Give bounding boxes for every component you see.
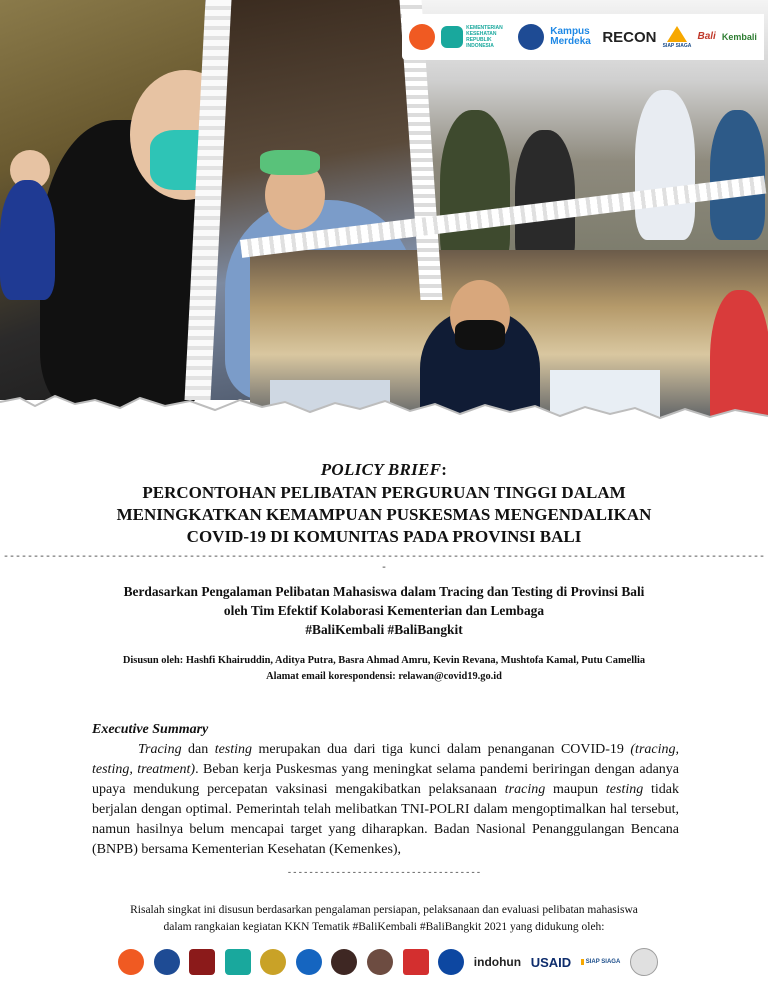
- partner-logos-top: [402, 14, 764, 60]
- supporter-logos: [118, 942, 658, 982]
- gold-seal-logo-icon: [260, 949, 286, 975]
- policy-brief-colon: :: [441, 460, 448, 479]
- soldier-silhouette: [440, 110, 510, 270]
- bnpb-logo-icon: [409, 24, 435, 50]
- text: . Beban kerja Puskesmas yang meningkat selama pandemi beriringan dengan adanya upaya mendukung percepatan vaksinasi mengakibatkan pelaksanaan: [92, 762, 679, 797]
- round-seal-logo-icon: [630, 948, 658, 976]
- document-subtitle: [0, 582, 768, 639]
- document-title: [0, 482, 768, 548]
- siap-siaga-logo-icon: SIAP SIAGA: [581, 959, 621, 965]
- summary-paragraph: [92, 740, 679, 860]
- kemenkes-logo-icon: [441, 25, 512, 49]
- text: merupakan dua dari tiga kunci dalam penanganan COVID-19: [252, 742, 631, 757]
- bali-kembali-logo-icon: [722, 33, 757, 41]
- kemendagri-logo-icon: [438, 949, 464, 975]
- term-italic: testing: [605, 782, 644, 797]
- hashtags: #BaliKembali #BaliBangkit: [305, 622, 463, 637]
- term-italic: testing: [214, 742, 253, 757]
- footer-note: [0, 902, 768, 936]
- dashed-divider: --------------------------------------------------------------------------------------------------------------------------------: [2, 552, 766, 574]
- title-line: PERCONTOHAN PELIBATAN PERGURUAN TINGGI DALAM: [142, 483, 626, 502]
- title-line: MENINGKATKAN KEMAMPUAN PUSKESMAS MENGENDALIKAN: [116, 505, 652, 524]
- logo-label: Kembali: [721, 32, 757, 42]
- policy-brief-label: [0, 460, 768, 480]
- footer-line: Risalah singkat ini disusun berdasarkan pengalaman persiapan, pelaksanaan dan evaluasi pelibatan mahasiswa: [130, 904, 638, 916]
- term-italic: tracing: [504, 782, 546, 797]
- executive-summary: [92, 722, 679, 860]
- logo-label: KEMENTERIAN KESEHATAN REPUBLIK INDONESIA: [466, 25, 503, 49]
- logo-label: RECON: [602, 28, 657, 46]
- logo-label: SIAP SIAGA: [662, 43, 692, 49]
- person-silhouette: [710, 110, 765, 240]
- authors-line: Disusun oleh: Hashfi Khairuddin, Aditya Putra, Basra Ahmad Amru, Kevin Revana, Mushtofa Kamal, Putu Camellia: [122, 655, 646, 666]
- logo-label: Kampus Merdeka: [550, 26, 591, 47]
- indohun-logo-icon: indohun: [473, 955, 522, 969]
- torn-paper-edge: [0, 392, 768, 448]
- recon-logo-icon: [602, 30, 656, 45]
- siap-siaga-logo-icon: [663, 25, 692, 49]
- person-silhouette: [0, 180, 55, 300]
- polri-logo-icon: [367, 949, 393, 975]
- kemenkes-logo-icon: [225, 949, 251, 975]
- kominfo-logo-icon: [296, 949, 322, 975]
- logo-label: Bali: [697, 31, 716, 42]
- bali-bangkit-logo-icon: [697, 33, 715, 41]
- correspondence-email: Alamat email korespondensi: relawan@covid19.go.id: [266, 671, 502, 682]
- garuda-shield-logo-icon: [189, 949, 215, 975]
- text: maupun: [545, 782, 606, 797]
- usaid-logo-icon: USAID: [530, 954, 572, 970]
- hazmat-silhouette: [635, 90, 695, 240]
- authors-block: [0, 653, 768, 685]
- cap: [260, 150, 320, 175]
- term-italic: Tracing: [138, 742, 182, 757]
- subtitle-line: Berdasarkan Pengalaman Pelibatan Mahasiswa dalam Tracing dan Testing di Provinsi Bali: [123, 584, 645, 599]
- footer-line: dalam rangkaian kegiatan KKN Tematik #BaliKembali #BaliBangkit 2021 yang didukung oleh:: [163, 921, 605, 933]
- tut-wuri-logo-icon: [518, 24, 544, 50]
- kampus-merdeka-logo-icon: [550, 27, 596, 47]
- bnpb-logo-icon: [118, 949, 144, 975]
- mask: [455, 320, 505, 350]
- tni-logo-icon: [331, 949, 357, 975]
- policy-brief-text: POLICY BRIEF: [320, 460, 442, 479]
- title-block: [0, 460, 768, 685]
- term-italic: (tracing, testing, treatment): [92, 742, 679, 777]
- text: tidak berjalan dengan optimal. Pemerintah telah melibatkan TNI-POLRI dalam mengoptimalkan hal tersebut, namun hasilnya belum mencapai target yang diharapkan. Badan Nasional Penanggulangan Bencana (BNPB) bersama Kementerian Kesehatan (Kemenkes),: [92, 782, 679, 857]
- title-line: COVID-19 DI KOMUNITAS PADA PROVINSI BALI: [186, 527, 582, 546]
- text: dan: [181, 742, 215, 757]
- section-heading: Executive Summary: [92, 722, 209, 737]
- kpc-pen-logo-icon: [403, 949, 429, 975]
- subtitle-line: oleh Tim Efektif Kolaborasi Kementerian dan Lembaga: [223, 603, 545, 618]
- hero-photo-collage: [0, 0, 768, 448]
- tut-wuri-logo-icon: [154, 949, 180, 975]
- footer-divider: ------------------------------------: [286, 868, 482, 878]
